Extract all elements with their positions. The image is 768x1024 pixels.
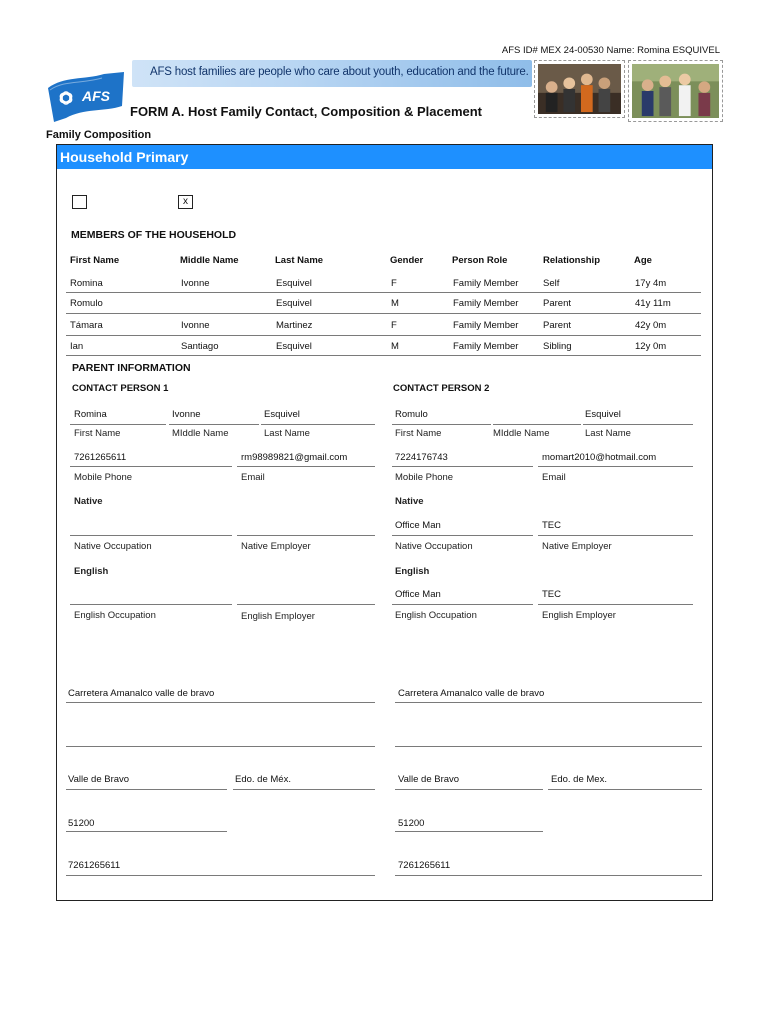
c2-native-employer-value[interactable]: TEC [542,520,561,531]
c2-english-employer-line [538,604,693,605]
c2-state-value[interactable]: Edo. de Mex. [551,774,607,785]
c2-address-1-line [395,702,702,703]
c2-last-name-label: Last Name [585,428,631,439]
family-photo-1 [534,60,625,118]
c1-english-employer-line [237,604,375,605]
cell-last-name: Esquivel [276,341,312,352]
cell-relationship: Sibling [543,341,572,352]
c1-state-value[interactable]: Edo. de Méx. [235,774,291,785]
members-section-title: MEMBERS OF THE HOUSEHOLD [71,229,237,241]
cell-last-name: Martinez [276,320,313,331]
c2-last-name-value[interactable]: Esquivel [585,409,621,420]
c1-email-line [237,466,375,467]
c1-city-line [66,789,227,790]
c2-native-heading: Native [395,496,424,507]
c2-postal-code-value[interactable]: 51200 [398,818,425,829]
cell-age: 41y 11m [635,298,671,309]
cell-last-name: Esquivel [276,278,312,289]
c2-address-2-line [395,746,702,747]
cell-gender: F [391,278,397,289]
c1-address-2-line [66,746,375,747]
c1-email-value[interactable]: rm98989821@gmail.com [241,452,348,463]
c1-native-occupation-label: Native Occupation [74,541,152,552]
cell-age: 17y 4m [635,278,667,289]
c2-email-value[interactable]: momart2010@hotmail.com [542,452,657,463]
c1-middle-name-line [169,424,259,425]
c2-english-occupation-label: English Occupation [395,610,477,621]
c2-city-value[interactable]: Valle de Bravo [398,774,460,785]
c2-address-1-value[interactable]: Carretera Amanalco valle de bravo [398,688,545,699]
row-divider [66,292,701,293]
c2-english-occupation-line [392,604,533,605]
contact-person-1-title: CONTACT PERSON 1 [72,383,169,394]
c1-first-name-value[interactable]: Romina [74,409,107,420]
banner-text: AFS host families are people who care about youth, education and the future. [150,66,529,78]
col-first-name: First Name [70,255,120,266]
c2-mobile-phone-value[interactable]: 7224176743 [395,452,448,463]
c2-middle-name-line [493,424,581,425]
c2-email-label: Email [542,472,566,483]
cell-person-role: Family Member [453,341,519,352]
form-title: FORM A. Host Family Contact, Composition & Placement [130,104,482,119]
c2-mobile-phone-line [392,466,533,467]
c1-mobile-phone-value[interactable]: 7261265611 [74,452,127,463]
c2-first-name-line [392,424,491,425]
household-title: Household Primary [60,149,189,165]
c2-first-name-label: First Name [395,428,442,439]
household-box [56,144,713,901]
cell-first-name: Támara [70,320,103,331]
c2-postal-code-line [395,831,543,832]
c2-english-employer-label: English Employer [542,610,616,621]
c1-state-line [233,789,375,790]
col-gender: Gender [390,255,424,266]
c2-english-employer-value[interactable]: TEC [542,589,561,600]
cell-person-role: Family Member [453,278,519,289]
row-divider [66,355,701,356]
cell-gender: F [391,320,397,331]
cell-gender: M [391,341,399,352]
c2-phone-value[interactable]: 7261265611 [398,860,451,871]
household-checkbox-2[interactable]: x [178,195,193,209]
cell-age: 42y 0m [635,320,667,331]
cell-gender: M [391,298,399,309]
afs-id-line: AFS ID# MEX 24-00530 Name: Romina ESQUIVEL [501,45,720,56]
c1-phone-line [66,875,375,876]
cell-first-name: Romulo [70,298,103,309]
cell-middle-name: Ivonne [181,320,210,331]
c1-phone-value[interactable]: 7261265611 [68,860,121,871]
logo-text: AFS [82,88,110,104]
cell-middle-name: Santiago [181,341,219,352]
c1-mobile-phone-line [70,466,232,467]
cell-age: 12y 0m [635,341,667,352]
cell-relationship: Self [543,278,560,289]
c1-postal-code-value[interactable]: 51200 [68,818,95,829]
c2-native-occupation-value[interactable]: Office Man [395,520,441,531]
c1-native-employer-line [237,535,375,536]
c2-phone-line [395,875,702,876]
c1-english-heading: English [74,566,109,577]
c2-native-occupation-line [392,535,533,536]
afs-logo [44,70,128,124]
c1-last-name-value[interactable]: Esquivel [264,409,300,420]
c1-address-1-value[interactable]: Carretera Amanalco valle de bravo [68,688,215,699]
c1-mobile-phone-label: Mobile Phone [74,472,133,483]
family-photo-2 [628,60,723,122]
parent-info-title: PARENT INFORMATION [72,362,191,374]
col-relationship: Relationship [543,255,601,266]
cell-first-name: Romina [70,278,103,289]
c2-native-occupation-label: Native Occupation [395,541,473,552]
c1-first-name-line [70,424,166,425]
contact-person-2-title: CONTACT PERSON 2 [393,383,490,394]
c1-english-occupation-label: English Occupation [74,610,156,621]
cell-relationship: Parent [543,298,571,309]
c2-mobile-phone-label: Mobile Phone [395,472,454,483]
c2-native-employer-label: Native Employer [542,541,612,552]
c2-english-heading: English [395,566,430,577]
cell-relationship: Parent [543,320,571,331]
c2-first-name-value[interactable]: Romulo [395,409,428,420]
c2-native-employer-line [538,535,693,536]
c1-city-value[interactable]: Valle de Bravo [68,774,130,785]
c1-native-heading: Native [74,496,103,507]
c1-english-employer-label: English Employer [241,611,315,622]
c1-middle-name-value[interactable]: Ivonne [172,409,201,420]
col-age: Age [634,255,652,266]
c1-first-name-label: First Name [74,428,121,439]
row-divider [66,335,701,336]
c1-last-name-line [261,424,375,425]
cell-middle-name: Ivonne [181,278,210,289]
c1-email-label: Email [241,472,265,483]
c1-native-occupation-line [70,535,232,536]
c2-city-line [395,789,543,790]
row-divider [66,313,701,314]
col-middle-name: Middle Name [180,255,239,266]
cell-last-name: Esquivel [276,298,312,309]
col-person-role: Person Role [452,255,508,266]
c1-last-name-label: Last Name [264,428,310,439]
cell-person-role: Family Member [453,298,519,309]
c1-address-1-line [66,702,375,703]
c2-last-name-line [583,424,693,425]
household-checkbox-1[interactable] [72,195,87,209]
col-last-name: Last Name [275,255,324,266]
c1-middle-name-label: MIddle Name [172,428,229,439]
section-label: Family Composition [46,129,152,141]
c2-english-occupation-value[interactable]: Office Man [395,589,441,600]
c2-middle-name-label: MIddle Name [493,428,550,439]
c1-native-employer-label: Native Employer [241,541,311,552]
c2-state-line [548,789,702,790]
cell-person-role: Family Member [453,320,519,331]
cell-first-name: Ian [70,341,84,352]
c1-english-occupation-line [70,604,232,605]
c2-email-line [538,466,693,467]
c1-postal-code-line [66,831,227,832]
